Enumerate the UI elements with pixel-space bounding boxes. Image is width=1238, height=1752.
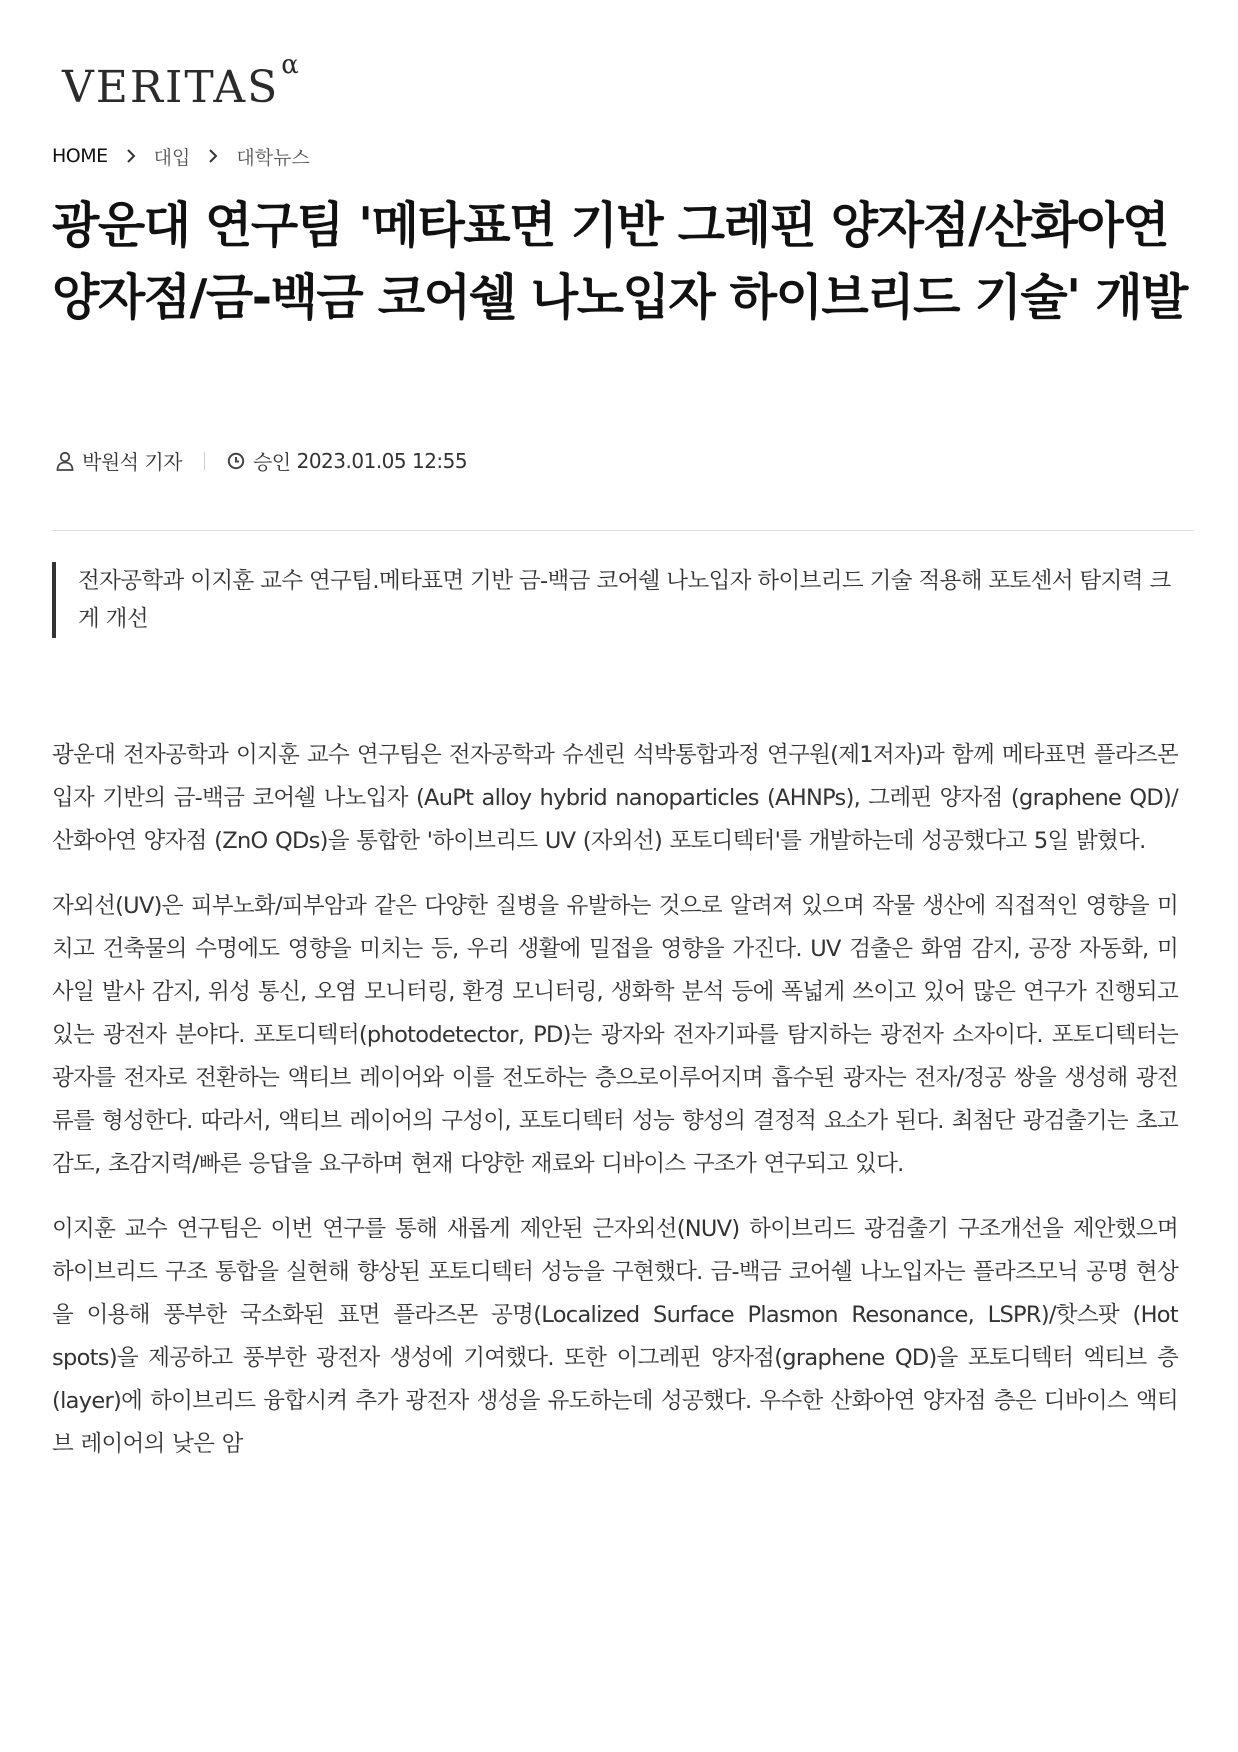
published-date: 2023.01.05 12:55 bbox=[296, 448, 468, 473]
article-summary: 전자공학과 이지훈 교수 연구팀.메타표면 기반 금-백금 코어쉘 나노입자 하이브리드 기술 적용해 포토센서 탐지력 크게 개선 bbox=[52, 562, 1182, 638]
chevron-right-icon bbox=[108, 148, 154, 164]
logo-alpha-mark: α bbox=[281, 50, 299, 80]
article-body bbox=[52, 734, 1178, 1488]
meta-divider bbox=[204, 452, 205, 470]
approval-label: 승인 bbox=[252, 450, 291, 474]
article-paragraph: 광운대 전자공학과 이지훈 교수 연구팀은 전자공학과 슈센린 석박통합과정 연구원(제1저자)과 함께 메타표면 플라즈몬 입자 기반의 금-백금 코어쉘 나노입자 (AuPt alloy hybrid nanoparticles (AHNPs), 그레핀 양자점 (graphene QD)/산화아연 양자점 (ZnO QDs)을 통합한 '하이브리드 UV (자외선) 포토디텍터'를 개발하는데 성공했다고 5일 밝혔다. bbox=[52, 742, 1178, 854]
chevron-right-icon bbox=[190, 148, 236, 164]
author-name[interactable]: 박원석 기자 bbox=[82, 450, 182, 474]
article-meta bbox=[56, 446, 467, 475]
user-icon bbox=[56, 451, 74, 471]
logo-wordmark: VERITAS bbox=[62, 62, 280, 113]
site-logo[interactable] bbox=[62, 52, 299, 112]
breadcrumb-home[interactable]: HOME bbox=[52, 145, 108, 167]
article-title: 광운대 연구팀 '메타표면 기반 그레핀 양자점/산화아연 양자점/금-백금 코어쉘 나노입자 하이브리드 기술' 개발 bbox=[52, 197, 1187, 326]
breadcrumb-subcategory[interactable]: 대학뉴스 bbox=[236, 146, 310, 169]
article-paragraph: 자외선(UV)은 피부노화/피부암과 같은 다양한 질병을 유발하는 것으로 알려져 있으며 작물 생산에 직접적인 영향을 미치고 건축물의 수명에도 영향을 미치는 등, 우리 생활에 밀접을 영향을 가진다. UV 검출은 화염 감지, 공장 자동화, 미사일 발사 감지, 위성 통신, 오염 모니터링, 환경 모니터링, 생화학 분석 등에 폭넓게 쓰이고 있어 많은 연구가 진행되고 있는 광전자 분야다. 포토디텍터(photodetector, PD)는 광자와 전자기파를 탐지하는 광전자 소자이다. 포토디텍터는 광자를 전자로 전환하는 액티브 레이어와 이를 전도하는 층으로이루어지며 흡수된 광자는 전자/정공 쌍을 생성해 광전류를 형성한다. 따라서, 액티브 레이어의 구성이, 포토디텍터 성능 향성의 결정적 요소가 된다. 최첨단 광검출기는 초고감도, 초감지력/빠른 응답을 요구하며 현재 다양한 재료와 디바이스 구조가 연구되고 있다. bbox=[52, 893, 1178, 1177]
breadcrumb-category[interactable]: 대입 bbox=[153, 146, 191, 169]
header-divider bbox=[52, 530, 1194, 531]
article-paragraph: 이지훈 교수 연구팀은 이번 연구를 통해 새롭게 제안된 근자외선(NUV) 하이브리드 광검출기 구조개선을 제안했으며 하이브리드 구조 통합을 실현해 향상된 포토디텍터 성능을 구현했다. 금-백금 코어쉘 나노입자는 플라즈모닉 공명 현상을 이용해 풍부한 국소화된 표면 플라즈몬 공명(Localized Surface Plasmon Resonance, LSPR)/핫스팟 (Hot spots)을 제공하고 풍부한 광전자 생성에 기여했다. 또한 이그레핀 양자점(graphene QD)을 포토디텍터 엑티브 층(layer)에 하이브리드 융합시켜 추가 광전자 생성을 유도하는데 성공했다. 우수한 산화아연 양자점 층은 디바이스 액티브 레이어의 낮은 암 bbox=[52, 1216, 1178, 1457]
clock-icon bbox=[227, 452, 245, 470]
breadcrumb bbox=[52, 143, 310, 169]
